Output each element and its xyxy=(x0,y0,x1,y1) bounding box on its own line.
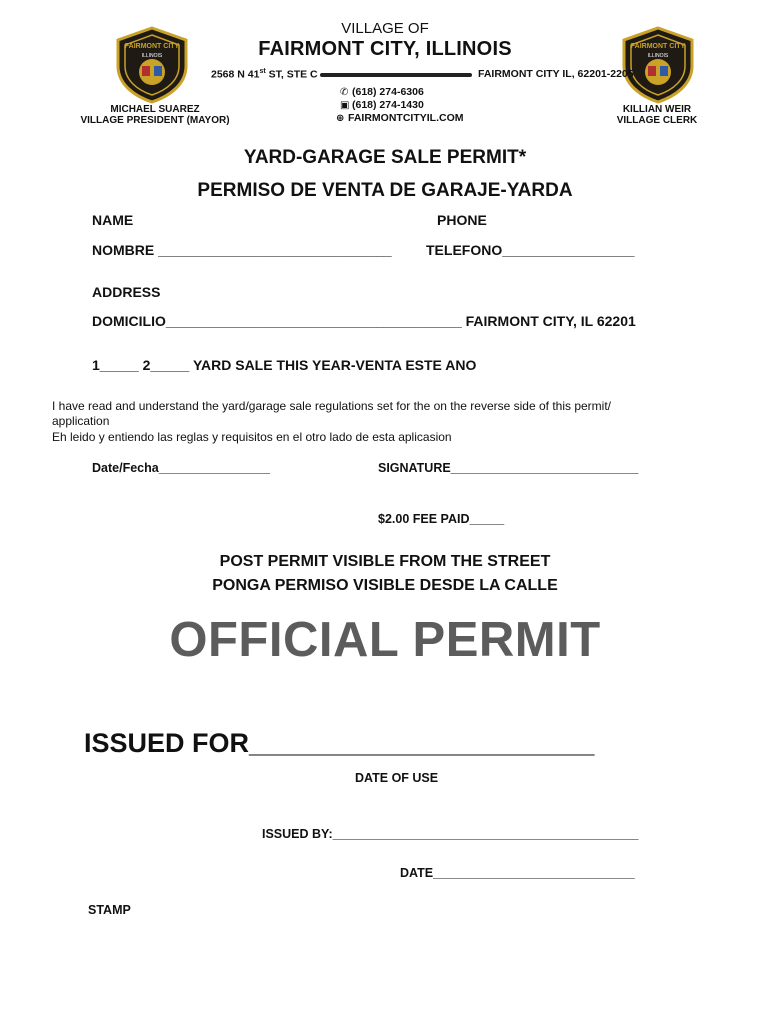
website-line xyxy=(336,112,464,124)
village-of-label: VILLAGE OF xyxy=(341,20,429,37)
village-name: FAIRMONT CITY, ILLINOIS xyxy=(258,38,512,60)
domicilio-field[interactable]: DOMICILIO______________________________________ FAIRMONT CITY, IL 62201 xyxy=(92,313,636,329)
telefono-field[interactable]: TELEFONO_________________ xyxy=(426,242,635,258)
website-link[interactable]: FAIRMONTCITYIL.COM xyxy=(348,112,464,124)
issued-by-field[interactable]: ISSUED BY:____________________________________________ xyxy=(262,827,639,841)
globe-icon: ⊕ xyxy=(336,113,345,124)
issued-for-field[interactable]: ISSUED FOR_______________________ xyxy=(84,728,595,758)
phone-number: (618) 274-6306 xyxy=(352,86,424,98)
yard-sale-count-field[interactable]: 1_____ 2_____ YARD SALE THIS YEAR-VENTA ESTE ANO xyxy=(92,357,477,373)
statement-en: I have read and understand the yard/garage sale regulations set for the on the reverse side of this permit/ xyxy=(52,399,612,413)
fax-line xyxy=(340,99,424,111)
phone-line xyxy=(340,86,424,98)
nombre-field[interactable]: NOMBRE ______________________________ xyxy=(92,242,392,258)
fee-paid-field[interactable]: $2.00 FEE PAID_____ xyxy=(378,512,505,526)
phone-label: PHONE xyxy=(437,212,487,228)
street-number: 2568 N 41 xyxy=(211,68,260,81)
issue-date-field[interactable]: DATE_____________________________ xyxy=(400,866,635,880)
president-name: MICHAEL SUAREZ xyxy=(110,104,200,115)
statement-en-cont: application xyxy=(52,414,110,428)
badge-text: FAIRMONT CITY xyxy=(124,43,180,50)
street-address xyxy=(211,68,318,81)
date-field[interactable]: Date/Fecha________________ xyxy=(92,461,270,475)
permit-title-es: PERMISO DE VENTA DE GARAJE-YARDA xyxy=(197,180,573,201)
clerk-block xyxy=(612,104,702,126)
address-label: ADDRESS xyxy=(92,284,161,300)
signature-field[interactable]: SIGNATURE___________________________ xyxy=(378,461,639,475)
address-divider xyxy=(320,73,472,77)
city-address: FAIRMONT CITY IL, 62201-2205 xyxy=(478,68,634,80)
badge-subtext: ILLINOIS xyxy=(647,53,669,59)
stamp-label: STAMP xyxy=(88,903,131,917)
street-name: ST, STE C xyxy=(265,68,318,81)
statement-es: Eh leido y entiendo las reglas y requisitos en el otro lado de esta aplicasion xyxy=(52,430,452,444)
name-label: NAME xyxy=(92,212,134,228)
permit-title-en: YARD-GARAGE SALE PERMIT* xyxy=(243,147,527,168)
fax-number: (618) 274-1430 xyxy=(352,99,424,111)
clerk-title: VILLAGE CLERK xyxy=(616,115,698,126)
badge-text: FAIRMONT CITY xyxy=(630,43,686,50)
clerk-name: KILLIAN WEIR xyxy=(622,104,692,115)
phone-icon: ✆ xyxy=(340,87,349,98)
date-of-use-label: DATE OF USE xyxy=(355,771,439,785)
badge-subtext: ILLINOIS xyxy=(141,53,163,59)
street-suffix: st xyxy=(259,68,266,75)
fax-icon: ▣ xyxy=(340,100,350,111)
president-block xyxy=(80,104,230,126)
post-notice-es: PONGA PERMISO VISIBLE DESDE LA CALLE xyxy=(212,577,558,594)
president-title: VILLAGE PRESIDENT (MAYOR) xyxy=(80,115,230,126)
post-notice-en: POST PERMIT VISIBLE FROM THE STREET xyxy=(219,553,551,570)
official-permit-heading: OFFICIAL PERMIT xyxy=(169,613,601,667)
